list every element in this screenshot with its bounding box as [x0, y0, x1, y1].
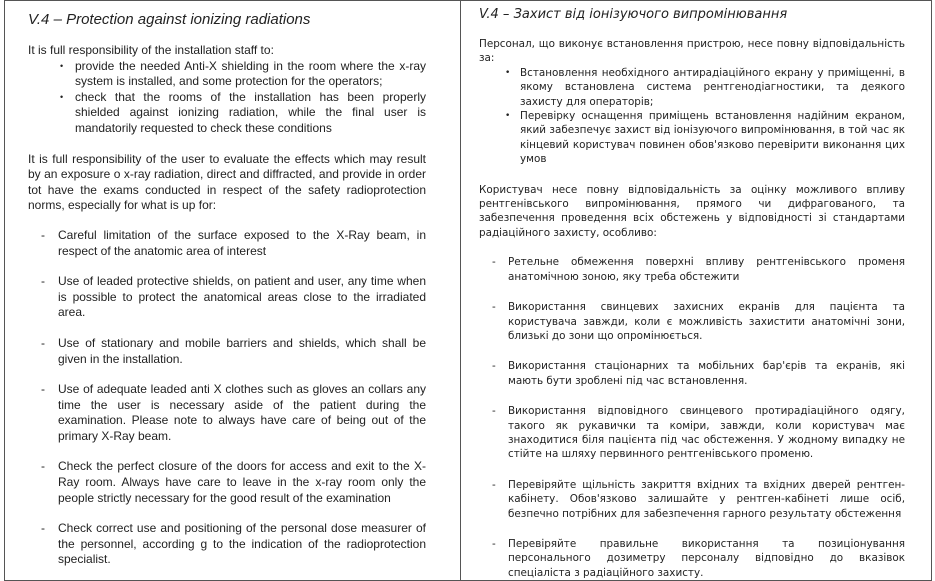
dash-item: - Ретельне обмеження поверхні впливу рентгенівського променя анатомічною зоною, яку треба обстежити: [479, 255, 905, 284]
user-responsibility-text-uk: Користувач несе повну відповідальність за оцінку можливого впливу рентгенівського випромінювання, прямого чи дифрагованого, та забезпечення проведення всіх обстежень у відповідності зі стандартами радіаційного захисту, особливо:: [479, 183, 905, 239]
dash-item: - Використання відповідного свинцевого протирадіаційного одягу, такого як рукавички та коміри, завжди, коли користувач має знаходитися біля пацієнта під час обстеження. У жодному випадку не стійте на шляху первинного рентгенівського променю.: [479, 404, 905, 462]
dash-item: - Careful limitation of the surface exposed to the X-Ray beam, in respect of the anatomic area of interest: [28, 228, 426, 259]
bullet-list-uk: [479, 66, 905, 167]
bullet-item: • Встановлення необхідного антирадіаційного екрану у приміщенні, в якому встановлена система рентгенодіагностики, та деякого захисту для операторів;: [479, 66, 905, 109]
dash-list-uk: [479, 255, 905, 580]
english-column: [4, 0, 461, 581]
dash-item: - Check the perfect closure of the doors for access and exit to the X-Ray room. Always have care to leave in the x-ray room only the people strictly necessary for the good result of the examination: [28, 459, 426, 506]
dash-item: - Use of stationary and mobile barriers and shields, which shall be given in the installation.: [28, 336, 426, 367]
ukrainian-column: [460, 0, 932, 581]
dash-item: - Use of leaded protective shields, on patient and user, any time when is possible to protect the anatomical areas close to the irradiated area.: [28, 274, 426, 321]
section-title-en: V.4 – Protection against ionizing radiations: [28, 11, 311, 28]
dash-list-en: [28, 228, 426, 568]
user-responsibility-text-en: It is full responsibility of the user to evaluate the effects which may result by an exposure o x-ray radiation, direct and diffracted, and provide in order tot have the exams conducted in respect of the safety radioprotection norms, especially for what is up for:: [28, 151, 426, 213]
dash-item: - Перевіряйте щільність закриття вхідних та вхідних дверей рентген-кабінету. Обов'язково залишайте у рентген-кабінеті лише осіб, безпечно потрібних для забезпечення гарного результату обстеження: [479, 478, 905, 521]
dash-item: - Check correct use and positioning of the personal dose measurer of the personnel, according g to the indication of the radioprotection specialist.: [28, 521, 426, 568]
dash-item: - Використання стаціонарних та мобільних бар'єрів та екранів, які мають бути зроблені під час встановлення.: [479, 359, 905, 388]
intro-text-uk: Персонал, що виконує встановлення пристрою, несе повну відповідальність за:: [479, 38, 905, 65]
bullet-item: • Перевірку оснащення приміщень встановлення надійним екраном, який забезпечує захист від іонізуючого випромінювання, в той час як кінцевий користувач повинен обов'язково перевірити виконання цих умов: [479, 109, 905, 167]
section-title-uk: V.4 – Захист від іонізуючого випромінювання: [479, 7, 788, 22]
bullet-item: • provide the needed Anti-X shielding in the room where the x-ray system is installed, and some protection for the operators;: [28, 59, 426, 90]
bullet-list-en: [28, 59, 426, 137]
intro-text-en: It is full responsibility of the installation staff to:: [28, 43, 274, 57]
dash-item: - Use of adequate leaded anti X clothes such as gloves an collars any time the user is necessary aside of the patient during the examination. Please note to always have care of being out of the primary X-Ray beam.: [28, 382, 426, 444]
dash-item: - Використання свинцевих захисних екранів для пацієнта та користувача завжди, коли є можливість захистити анатомічні зони, близькі до зони що опромінюється.: [479, 300, 905, 343]
dash-item: - Перевіряйте правильне використання та позиціонування персонального дозиметру персоналу відповідно до вказівок спеціаліста з радіаційного захисту.: [479, 537, 905, 580]
bullet-item: • check that the rooms of the installation has been properly shielded against ionizing radiation, while the final user is mandatorily requested to check these conditions: [28, 90, 426, 137]
